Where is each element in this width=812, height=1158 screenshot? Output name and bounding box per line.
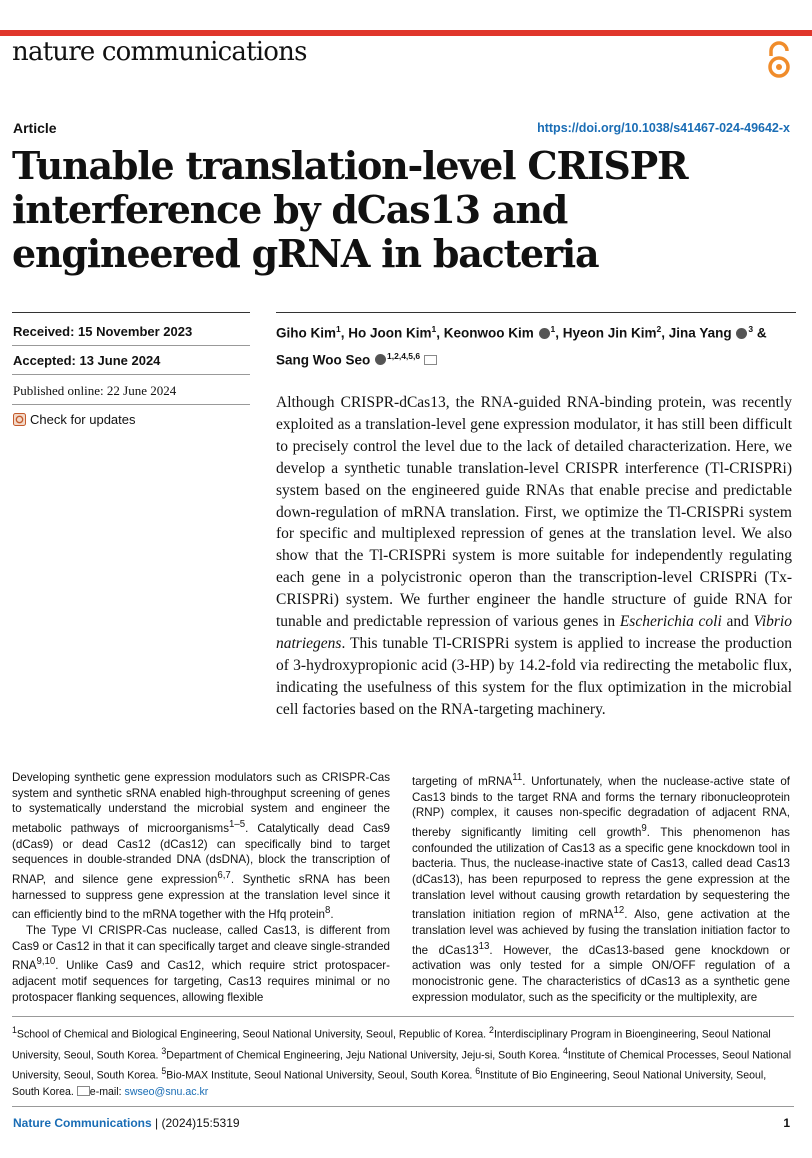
footnote-number: 3 <box>161 1045 167 1056</box>
footnote-text: Bio-MAX Institute, Seoul National University, Seoul, South Korea. <box>166 1069 476 1082</box>
affiliation-ref: 3 <box>748 324 754 334</box>
check-updates-label: Check for updates <box>30 412 136 427</box>
reference-link[interactable]: 8 <box>325 905 331 917</box>
reference-link[interactable]: 11 <box>512 772 523 783</box>
divider <box>12 1106 794 1107</box>
check-updates-icon <box>13 413 26 426</box>
reference-link[interactable]: 9 <box>641 822 647 834</box>
affiliation-ref: 1 <box>336 324 341 334</box>
divider <box>12 345 250 346</box>
body-text: . Catalytically dead Cas9 (dCas9) or dead Cas12 (dCas12) can specifically bind to target sequences in double-stranded DNA (dsDNA), block the transcription of RNAP, and silence gene expression <box>12 821 390 886</box>
affiliation-ref: 2 <box>656 324 662 334</box>
received-date: Received: 15 November 2023 <box>13 324 193 339</box>
published-date: Published online: 22 June 2024 <box>13 383 177 398</box>
author-name: Jina Yang <box>668 325 732 341</box>
body-text: . Unfortunately, when the nuclease-active state of Cas13 binds to the target RNA and forms the ternary ribonucleoprotein (RNP) complex, it causes non-specific degradation of adjacent RNA, thereby significantly limiting cell growth <box>412 774 790 839</box>
body-column-left <box>12 770 390 1005</box>
orcid-icon[interactable] <box>375 354 386 365</box>
body-text: . Also, gene activation at the translation level was achieved by fusing the translation initiation factor to the dCas13 <box>412 908 790 957</box>
author-list: Giho Kim$^1$, Ho Joon Kim$^1$, Keonwoo Kim $^1$, Hyeon Jin Kim$^2$, Jina Yang $^3$ & Sang Woo Seo $^{1,2,4,5,6}$ <box>276 324 767 367</box>
open-access-icon <box>764 40 794 80</box>
email-label: e-mail: <box>89 1085 125 1098</box>
abstract-text: Although CRISPR-dCas13, the RNA-guided RNA-binding protein, was recently exploited as a translation-level gene expression modulator, it has still been difficult to precisely control the level due to the lack of detailed characterization. Here, we develop a synthetic tunable translation-level CRISPR interference (Tl-CRISPRi) system based on the engineered guide RNAs that enable precise and predictable down-regulation of mRNA translation. First, we optimize the Tl-CRISPRi system for specific and multiplexed repression of genes at the translation level. We also show that the Tl-CRISPRi system is more suitable for independently regulating each gene in a polycistronic operon than the transcription-level CRISPRi (Tx-CRISPRi) system. We further engineer the handle structure of guide RNA for tunable and predictable repression of various genes in <box>276 394 792 631</box>
affiliation-ref: 1 <box>550 324 556 334</box>
body-text: Developing synthetic gene expression modulators such as CRISPR-Cas system and synthetic sRNA enabled high-throughput screening of genes to systematically understand the microbial system and engineer the metabolic pathways of microorganisms <box>12 771 390 835</box>
body-text: . <box>330 908 334 922</box>
species-name: Vibrio natriegens <box>276 613 792 652</box>
abstract <box>276 392 792 721</box>
reference-link[interactable]: 12 <box>613 905 625 917</box>
mail-icon[interactable] <box>424 355 437 365</box>
accepted-date: Accepted: 13 June 2024 <box>13 353 161 368</box>
body-text: . Synthetic sRNA has been harnessed to suppress gene expression at the translation level since it can efficiently bind to the mRNA together with the Hfq protein <box>12 872 390 922</box>
footnote-text: Institute of Bio Engineering, Seoul National University, Seoul, South Korea. <box>12 1069 767 1098</box>
body-column-right <box>412 770 790 1005</box>
header-accent-bar <box>0 30 812 36</box>
divider <box>12 404 250 405</box>
author-name: Hyeon Jin Kim <box>562 325 657 341</box>
abstract-text: . This tunable Tl-CRISPRi system is applied to increase the production of 3-hydroxypropionic acid (3-HP) by 14.2-fold via redirecting the metabolic flux, indicating the usefulness of this system for the flux optimization in the microbial cell factories based on the RNA-targeting machinery. <box>276 634 792 718</box>
affiliation-ref: 1 <box>431 324 437 334</box>
journal-name: nature communications <box>12 37 307 67</box>
footnote-text: School of Chemical and Biological Engineering, Seoul National University, Seoul, Republic of Korea. <box>16 1028 490 1041</box>
email-link[interactable]: swseo@snu.ac.kr <box>124 1085 209 1098</box>
doi-link[interactable]: https://doi.org/10.1038/s41467-024-49642-x <box>537 121 790 135</box>
orcid-icon[interactable] <box>539 328 550 339</box>
page-title: Tunable translation-level CRISPR interference by dCas13 and engineered gRNA in bacteria <box>12 143 688 276</box>
footnote-number: 2 <box>489 1025 494 1035</box>
footer-volume: | (2024)15:5319 <box>151 1116 240 1130</box>
divider <box>12 374 250 375</box>
affiliation-ref: 1,2,4,5,6 <box>387 350 421 361</box>
mail-icon <box>77 1086 90 1096</box>
page-number: 1 <box>783 1116 790 1130</box>
reference-link[interactable]: 6,7 <box>217 870 231 882</box>
orcid-icon[interactable] <box>736 328 747 339</box>
author-name: Sang Woo Seo <box>276 352 371 367</box>
reference-link[interactable]: 13 <box>478 940 490 952</box>
divider <box>12 312 250 313</box>
article-type: Article <box>13 120 57 136</box>
footnote-text: Department of Chemical Engineering, Jeju National University, Jeju-si, South Korea. <box>166 1049 563 1062</box>
footnote-number: 6 <box>475 1066 481 1077</box>
footnote-text: Institute of Chemical Processes, Seoul National University, Seoul, South Korea. <box>12 1049 792 1082</box>
footnote-number: 1 <box>12 1025 17 1035</box>
footer-journal[interactable]: Nature Communications <box>13 1116 152 1130</box>
affiliations <box>12 1022 794 1100</box>
check-for-updates[interactable] <box>13 412 136 427</box>
author-name: Giho Kim <box>276 325 336 341</box>
footnote-number: 4 <box>562 1045 568 1056</box>
body-text: . However, the dCas13-based gene knockdown or activation was only tested for a simple ON/OFF regulation of a monocistronic gene. The characteristics of dCas13 as a synthetic gene expression modulator, such as the specificity or the multiplexity, are <box>412 943 790 1004</box>
abstract-text: and <box>721 613 754 631</box>
body-text: targeting of mRNA <box>412 774 513 788</box>
footer-citation <box>13 1116 240 1130</box>
author-name: Keonwoo Kim <box>443 325 534 341</box>
footnote-text: Interdisciplinary Program in Bioengineering, Seoul National University, Seoul, South Korea. <box>12 1028 771 1062</box>
body-text: The Type VI CRISPR-Cas nuclease, called Cas13, is different from Cas9 or Cas12 in that it can specifically target and cleave single-stranded RNA <box>12 923 390 973</box>
reference-link[interactable]: 9,10 <box>36 956 56 968</box>
body-text: . This phenomenon has confounded the utilization of Cas13 as a specific gene knockdown tool in bacteria. Thus, the nuclease-inactive state of Cas13, called dead Cas13 (dCas13), has been repurposed to repress the gene expression at the translation level without causing growth retardation by sequestering the translation initiation region of mRNA <box>412 825 790 922</box>
divider <box>276 312 796 313</box>
author-name: Ho Joon Kim <box>348 325 432 341</box>
body-text: . Unlike Cas9 and Cas12, which require strict protospacer-adjacent motif sequences for targeting, Cas13 requires minimal or no protospacer flanking sequences, allowing flexible <box>12 959 390 1004</box>
species-name: Escherichia coli <box>619 613 722 631</box>
footnote-number: 5 <box>161 1066 167 1077</box>
reference-link[interactable]: 1–5 <box>229 819 246 831</box>
divider <box>12 1016 794 1017</box>
